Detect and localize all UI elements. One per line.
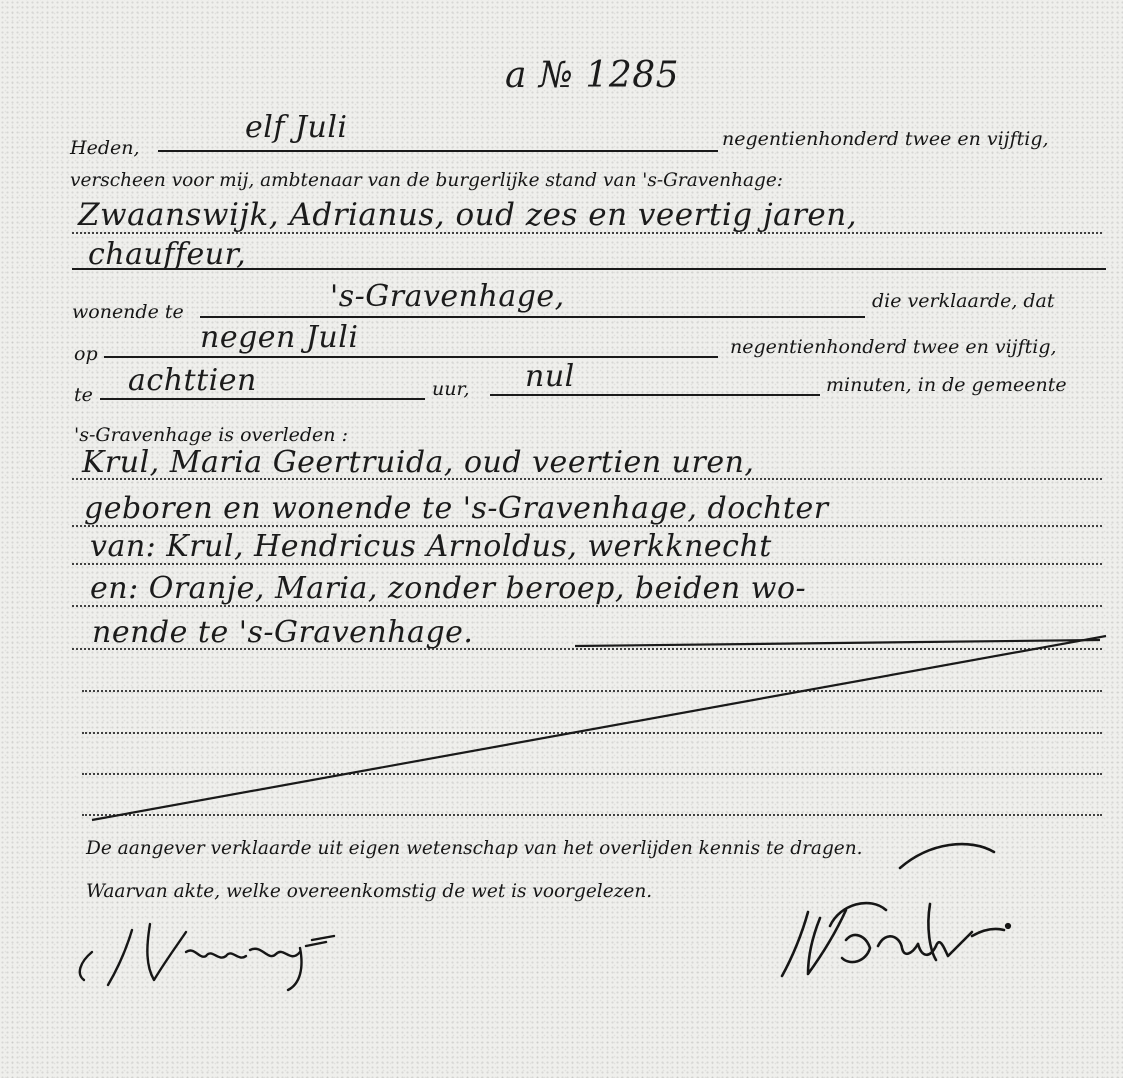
declarant-residence: 's-Gravenhage, [330, 279, 565, 314]
certificate-number: a № 1285 [505, 55, 680, 96]
heden-label: Heden, [70, 137, 140, 159]
wonende-te-label: wonende te [72, 301, 184, 323]
registration-date: elf Juli [245, 110, 348, 145]
op-label: op [74, 343, 98, 365]
death-minutes: nul [525, 359, 575, 394]
te-label: te [74, 384, 93, 406]
deceased-line-2: geboren en wonende te 's-Gravenhage, dochter [84, 491, 829, 526]
death-hour: achttien [128, 363, 257, 398]
deceased-line-3: van: Krul, Hendricus Arnoldus, werkknecht [90, 529, 772, 564]
declarant-line-1: Zwaanswijk, Adrianus, oud zes en veertig jaren, [78, 197, 858, 233]
minuten-label: minuten, in de gemeente [826, 374, 1067, 396]
declarant-line-2: chauffeur, [88, 237, 247, 272]
uur-label: uur, [432, 378, 470, 400]
year-phrase-2: negentienhonderd twee en vijftig, [730, 336, 1057, 358]
deceased-place-text: 's-Gravenhage is overleden : [74, 424, 348, 446]
deceased-line-4: en: Oranje, Maria, zonder beroep, beiden wo- [90, 571, 807, 606]
declaration-text: De aangever verklaarde uit eigen wetenschap van het overlijden kennis te dragen. [86, 838, 863, 859]
appeared-before-text: verscheen voor mij, ambtenaar van de burgerlijke stand van 's-Gravenhage: [70, 170, 784, 191]
deceased-line-5: nende te 's-Gravenhage. [92, 615, 474, 650]
left-signature [80, 924, 334, 990]
death-date: negen Juli [200, 320, 359, 355]
right-signature [782, 844, 1010, 976]
fill-stroke [575, 640, 1100, 646]
deceased-line-1: Krul, Maria Geertruida, oud veertien uren, [82, 445, 755, 480]
cancel-diagonal-line [92, 636, 1106, 820]
closing-text: Waarvan akte, welke overeenkomstig de wet is voorgelezen. [86, 881, 653, 902]
die-verklaarde-text: die verklaarde, dat [872, 290, 1055, 312]
year-phrase-1: negentienhonderd twee en vijftig, [722, 128, 1049, 150]
